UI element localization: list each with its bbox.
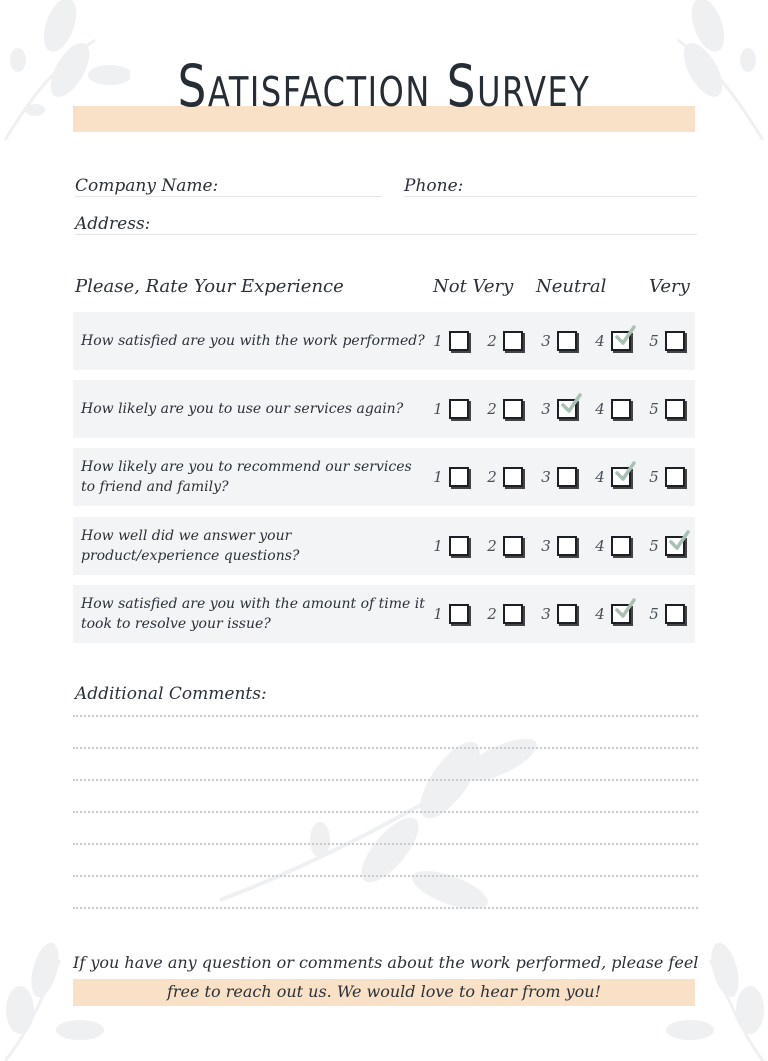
rating-checkbox[interactable] <box>557 399 577 419</box>
rating-option-2[interactable] <box>485 467 531 487</box>
rating-checkbox[interactable] <box>449 604 469 624</box>
rating-number: 1 <box>433 537 443 555</box>
rating-option-5[interactable] <box>647 399 693 419</box>
rating-checkbox[interactable] <box>611 331 631 351</box>
rating-number: 5 <box>649 537 659 555</box>
comment-line[interactable] <box>73 747 698 749</box>
scale-label-neutral: Neutral <box>536 276 607 297</box>
rating-options <box>431 312 701 370</box>
rating-option-2[interactable] <box>485 331 531 351</box>
rating-number: 1 <box>433 468 443 486</box>
address-label: Address: <box>75 214 151 234</box>
company-name-label: Company Name: <box>75 176 219 196</box>
rating-options <box>431 380 701 438</box>
checkmark-icon <box>614 461 636 483</box>
rating-options <box>431 448 701 506</box>
question-row <box>73 380 695 438</box>
rating-checkbox[interactable] <box>611 536 631 556</box>
rating-checkbox[interactable] <box>557 331 577 351</box>
rating-number: 4 <box>595 400 605 418</box>
rating-number: 2 <box>487 468 497 486</box>
rating-option-2[interactable] <box>485 604 531 624</box>
rating-checkbox[interactable] <box>611 467 631 487</box>
rating-number: 1 <box>433 332 443 350</box>
question-text: How satisfied are you with the amount of time it took to resolve your issue? <box>81 596 425 632</box>
rating-checkbox[interactable] <box>665 399 685 419</box>
rating-number: 1 <box>433 605 443 623</box>
footer-line-1: If you have any question or comments about the work performed, please feel <box>73 953 699 972</box>
rating-option-1[interactable] <box>431 331 477 351</box>
rating-options <box>431 517 701 575</box>
rating-option-1[interactable] <box>431 467 477 487</box>
rating-number: 3 <box>541 537 551 555</box>
rating-option-1[interactable] <box>431 399 477 419</box>
rating-option-1[interactable] <box>431 536 477 556</box>
rating-checkbox[interactable] <box>449 399 469 419</box>
comment-line[interactable] <box>73 875 698 877</box>
question-text: How likely are you to use our services again? <box>81 401 404 417</box>
rating-checkbox[interactable] <box>449 467 469 487</box>
rating-checkbox[interactable] <box>665 604 685 624</box>
phone-field[interactable] <box>404 170 697 197</box>
comment-line[interactable] <box>73 907 698 909</box>
rating-option-1[interactable] <box>431 604 477 624</box>
rating-option-5[interactable] <box>647 604 693 624</box>
rating-number: 2 <box>487 400 497 418</box>
rating-checkbox[interactable] <box>557 467 577 487</box>
rating-number: 2 <box>487 605 497 623</box>
rating-checkbox[interactable] <box>503 536 523 556</box>
rating-number: 3 <box>541 332 551 350</box>
question-row <box>73 312 695 370</box>
rating-checkbox[interactable] <box>503 399 523 419</box>
rating-number: 2 <box>487 537 497 555</box>
rating-option-2[interactable] <box>485 536 531 556</box>
rating-options <box>431 585 701 643</box>
rating-checkbox[interactable] <box>449 536 469 556</box>
leaf-decoration-center-icon <box>200 720 540 920</box>
address-field[interactable] <box>75 208 697 235</box>
checkmark-icon <box>614 598 636 620</box>
comment-line[interactable] <box>73 779 698 781</box>
scale-label-very: Very <box>649 276 690 297</box>
rating-number: 3 <box>541 400 551 418</box>
phone-label: Phone: <box>404 176 464 196</box>
scale-label-not-very: Not Very <box>433 276 514 297</box>
rating-number: 4 <box>595 537 605 555</box>
rating-checkbox[interactable] <box>665 536 685 556</box>
comment-line[interactable] <box>73 715 698 717</box>
footer-line-2: free to reach out us. We would love to hear from you! <box>166 982 602 1001</box>
checkmark-icon <box>614 325 636 347</box>
question-text: How well did we answer your product/experience questions? <box>81 528 300 564</box>
rating-checkbox[interactable] <box>503 467 523 487</box>
rating-number: 2 <box>487 332 497 350</box>
question-text: How satisfied are you with the work performed? <box>81 333 425 349</box>
checkmark-icon <box>668 530 690 552</box>
rating-option-5[interactable] <box>647 331 693 351</box>
rating-number: 1 <box>433 400 443 418</box>
checkmark-icon <box>560 393 582 415</box>
rating-option-4[interactable] <box>593 604 639 624</box>
additional-comments-label: Additional Comments: <box>75 684 267 704</box>
question-row <box>73 448 695 506</box>
rating-option-3[interactable] <box>539 331 585 351</box>
rating-option-4[interactable] <box>593 536 639 556</box>
rating-option-5[interactable] <box>647 467 693 487</box>
rating-number: 5 <box>649 332 659 350</box>
rating-option-5[interactable] <box>647 536 693 556</box>
page-title: Satisfaction Survey <box>177 52 591 120</box>
rating-number: 4 <box>595 605 605 623</box>
rating-option-2[interactable] <box>485 399 531 419</box>
rating-number: 3 <box>541 468 551 486</box>
comment-line[interactable] <box>73 811 698 813</box>
rating-option-4[interactable] <box>593 467 639 487</box>
rating-number: 5 <box>649 468 659 486</box>
comment-line[interactable] <box>73 843 698 845</box>
rating-checkbox[interactable] <box>665 331 685 351</box>
question-text: How likely are you to recommend our services to friend and family? <box>81 459 412 495</box>
rating-number: 5 <box>649 400 659 418</box>
rating-number: 3 <box>541 605 551 623</box>
rating-option-3[interactable] <box>539 536 585 556</box>
rating-checkbox[interactable] <box>503 331 523 351</box>
rating-checkbox[interactable] <box>665 467 685 487</box>
rating-option-4[interactable] <box>593 399 639 419</box>
rating-checkbox[interactable] <box>611 399 631 419</box>
rating-heading: Please, Rate Your Experience <box>75 276 344 297</box>
title-block <box>73 40 695 132</box>
rating-option-3[interactable] <box>539 604 585 624</box>
rating-checkbox[interactable] <box>557 536 577 556</box>
rating-number: 4 <box>595 332 605 350</box>
company-name-field[interactable] <box>75 170 382 197</box>
rating-option-3[interactable] <box>539 467 585 487</box>
rating-checkbox[interactable] <box>503 604 523 624</box>
rating-number: 4 <box>595 468 605 486</box>
rating-checkbox[interactable] <box>557 604 577 624</box>
rating-number: 5 <box>649 605 659 623</box>
rating-checkbox[interactable] <box>449 331 469 351</box>
question-row <box>73 585 695 643</box>
rating-checkbox[interactable] <box>611 604 631 624</box>
rating-option-3[interactable] <box>539 399 585 419</box>
question-row <box>73 517 695 575</box>
rating-option-4[interactable] <box>593 331 639 351</box>
